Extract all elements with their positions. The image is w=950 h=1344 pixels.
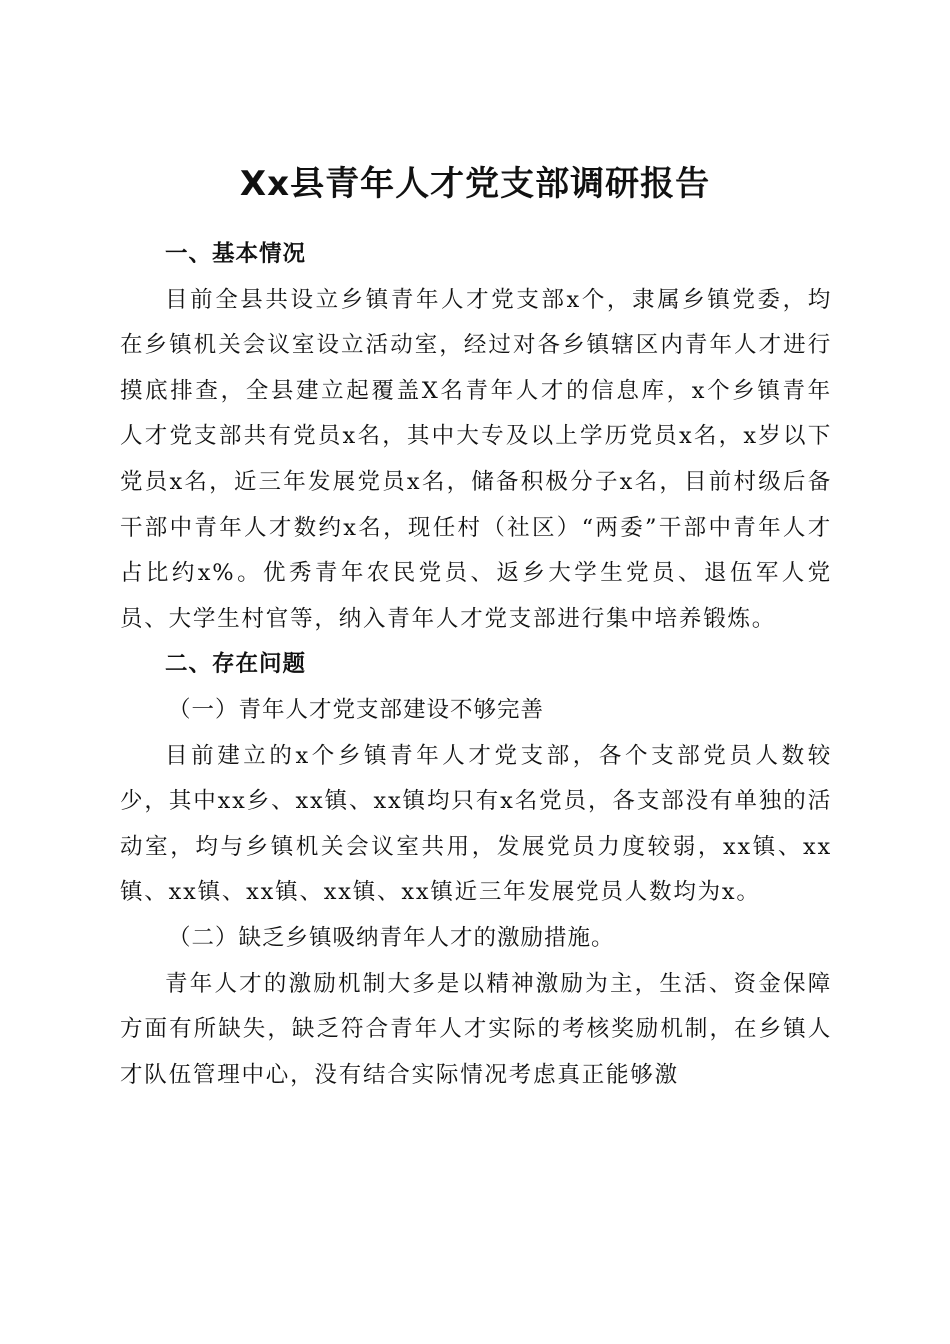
section-heading-basic-situation: 一、基本情况: [165, 241, 307, 267]
paragraph-basic-situation: 目前全县共设立乡镇青年人才党支部x个，隶属乡镇党委，均在乡镇机关会议室设立活动室，经过对各乡镇辖区内青年人才进行摸底排查，全县建立起覆盖X名青年人才的信息库，x个乡镇青年人才党支部共有党员x名，其中大专及以上学历党员x名，x岁以下党员x名，近三年发展党员x名，储备积极分子x名，目前村级后备干部中青年人才数约x名，现任村（社区）“两委”干部中青年人才占比约x%。优秀青年农民党员、返乡大学生党员、退伍军人党员、大学生村官等，纳入青年人才党支部进行集中培养锻炼。: [120, 286, 832, 632]
document-title: Xx县青年人才党支部调研报告: [239, 163, 711, 204]
subheading-branch-construction: （一）青年人才党支部建设不够完善: [168, 696, 545, 723]
subheading-incentive-measures: （二）缺乏乡镇吸纳青年人才的激励措施。: [168, 924, 615, 951]
section-heading-existing-problems: 二、存在问题: [165, 651, 307, 678]
document-body: [120, 232, 832, 1098]
paragraph-branch-construction: 目前建立的x个乡镇青年人才党支部，各个支部党员人数较少，其中xx乡、xx镇、xx镇均只有x名党员，各支部没有单独的活动室，均与乡镇机关会议室共用，发展党员力度较弱，xx镇、xx镇、xx镇、xx镇、xx镇、xx镇近三年发展党员人数均为x。: [120, 742, 832, 906]
paragraph-incentive-measures: 青年人才的激励机制大多是以精神激励为主，生活、资金保障方面有所缺失，缺乏符合青年人才实际的考核奖励机制，在乡镇人才队伍管理中心，没有结合实际情况考虑真正能够激: [120, 970, 832, 1088]
